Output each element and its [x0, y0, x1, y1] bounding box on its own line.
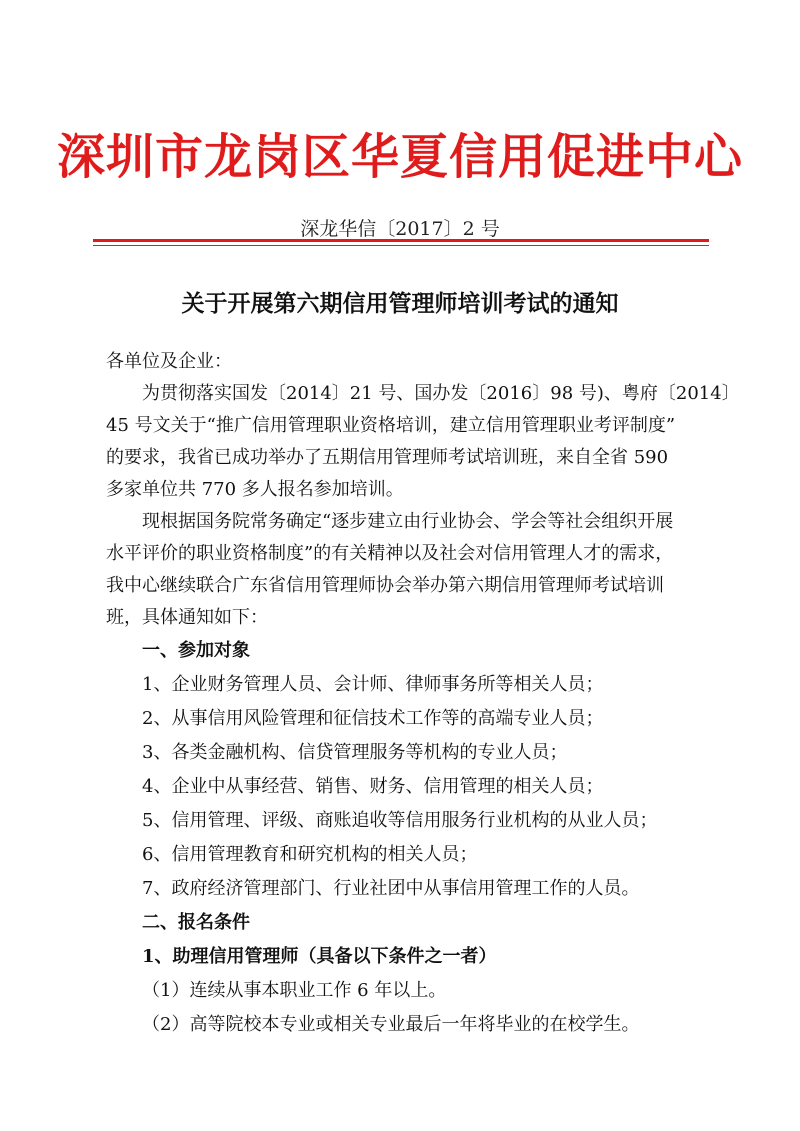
salutation: 各单位及企业：: [106, 351, 232, 372]
paragraph-line: 的要求，我省已成功举办了五期信用管理师考试培训班，来自全省 590: [106, 447, 669, 468]
list-item: 2、从事信用风险管理和征信技术工作等的高端专业人员；: [142, 708, 604, 729]
context-paragraph: [106, 506, 706, 634]
section-heading: 二、报名条件: [142, 912, 250, 933]
list-item: （2）高等院校本专业或相关专业最后一年将毕业的在校学生。: [142, 1014, 640, 1035]
list-item: 3、各类金融机构、信贷管理服务等机构的专业人员；: [142, 742, 568, 763]
red-divider-thick: [93, 239, 709, 242]
notice-body: [106, 346, 740, 1042]
list-item: 4、企业中从事经营、销售、财务、信用管理的相关人员；: [142, 776, 604, 797]
paragraph-line: 45 号文关于“推广信用管理职业资格培训，建立信用管理职业考评制度”: [106, 415, 676, 436]
red-divider-thin: [93, 245, 709, 246]
list-item: 6、信用管理教育和研究机构的相关人员；: [142, 844, 478, 865]
list-item: （1）连续从事本职业工作 6 年以上。: [142, 980, 447, 1001]
section-heading: 一、参加对象: [142, 640, 250, 661]
notice-title: 关于开展第六期信用管理师培训考试的通知: [181, 290, 619, 317]
paragraph-line: 班，具体通知如下：: [106, 607, 268, 628]
document-number: 深龙华信〔2017〕2 号: [300, 218, 500, 240]
list-item: 5、信用管理、评级、商账追收等信用服务行业机构的从业人员；: [142, 810, 658, 831]
paragraph-line: 多家单位共 770 多人报名参加培训。: [106, 479, 404, 500]
paragraph-line: 为贯彻落实国发〔2014〕21 号、国办发〔2016〕98 号)、粤府〔2014〕: [142, 383, 740, 404]
list-item: 1、企业财务管理人员、会计师、律师事务所等相关人员；: [142, 674, 604, 695]
intro-paragraph: [106, 378, 740, 506]
list-item: 7、政府经济管理部门、行业社团中从事信用管理工作的人员。: [142, 878, 640, 899]
paragraph-line: 现根据国务院常务确定“逐步建立由行业协会、学会等社会组织开展: [142, 511, 674, 532]
organization-name: 深圳市龙岗区华夏信用促进中心: [56, 129, 743, 185]
section-participants: [106, 634, 706, 906]
paragraph-line: 我中心继续联合广东省信用管理师协会举办第六期信用管理师考试培训: [106, 575, 664, 596]
section-requirements: [106, 906, 706, 1042]
paragraph-line: 水平评价的职业资格制度”的有关精神以及社会对信用管理人才的需求，: [106, 543, 674, 564]
sub-heading: 1、助理信用管理师（具备以下条件之一者）: [142, 946, 497, 967]
